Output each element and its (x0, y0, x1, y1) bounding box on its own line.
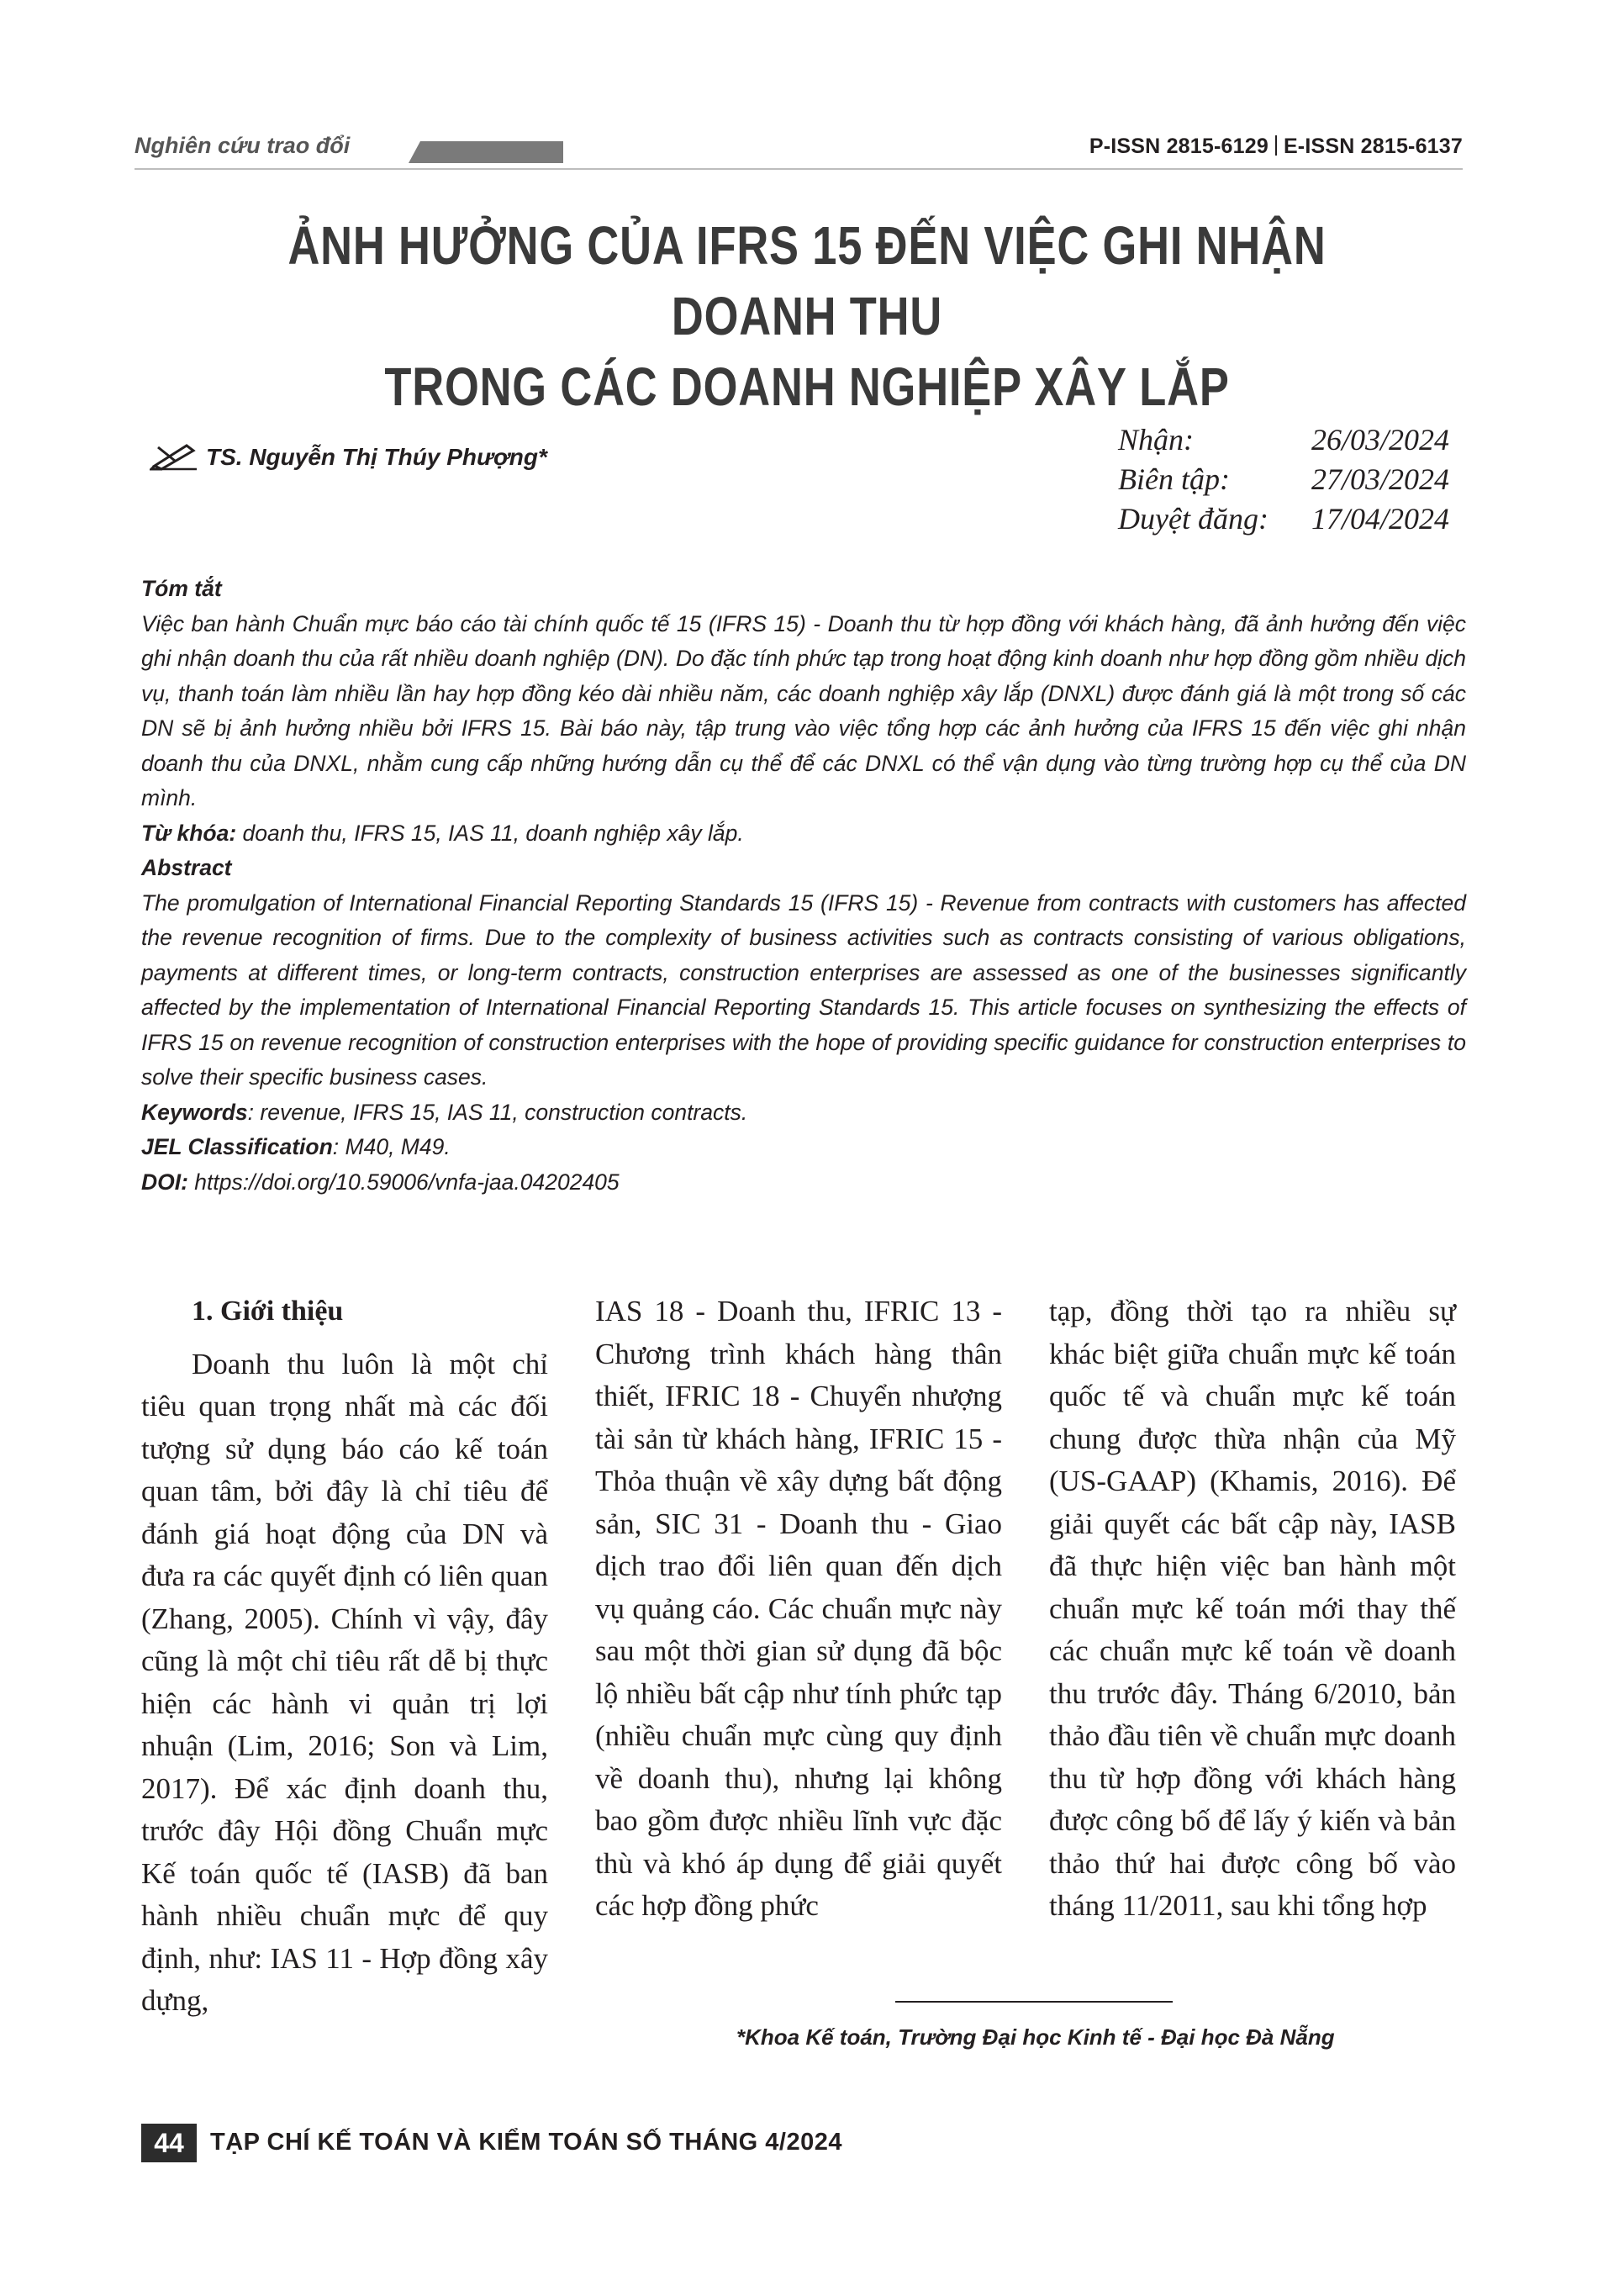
keywords-en: Keywords: revenue, IFRS 15, IAS 11, construction contracts. (141, 1099, 748, 1125)
abstract-en-heading: Abstract (141, 855, 232, 880)
submission-dates (1118, 420, 1449, 539)
abstract-vi-heading: Tóm tắt (141, 576, 222, 601)
abstract-en-text: The promulgation of International Financial Reporting Standards 15 (IFRS 15) - Revenue from contracts with customers has affected the revenue recognition of firms. Due to the complexity of business activities such as contracts consisting of various obligations, payments at different times, or long-term contracts, construction enterprises are assessed as one of the businesses significantly affected by the implementation of International Financial Reporting Standards 15. This article focuses on synthesizing the effects of IFRS 15 on revenue recognition of construction enterprises with the hope of providing specific guidance for construction enterprises to solve their specific business cases. (141, 889, 1466, 1090)
date-accepted: Duyệt đăng: 17/04/2024 (1118, 502, 1450, 536)
pen-icon (150, 437, 200, 471)
body-column-2 (595, 1291, 1002, 1928)
body-paragraph: tạp, đồng thời tạo ra nhiều sự khác biệt giữa chuẩn mực kế toán quốc tế và chuẩn mực kế toán chung được thừa nhận của Mỹ (US-GAAP) (Khamis, 2016). Để giải quyết các bất cập này, IASB đã thực hiện việc ban hành một chuẩn mực kế toán mới thay thế các chuẩn mực kế toán về doanh thu trước đây. Tháng 6/2010, bản thảo đầu tiên về chuẩn mực doanh thu từ hợp đồng với khách hàng được công bố để lấy ý kiến và bản thảo thứ hai được công bố vào tháng 11/2011, sau khi tổng hợp (1049, 1295, 1456, 1922)
issn-info (1089, 135, 1463, 159)
body-paragraph: IAS 18 - Doanh thu, IFRIC 13 - Chương trình khách hàng thân thiết, IFRIC 18 - Chuyển nhượng tài sản từ khách hàng, IFRIC 15 - Thỏa thuận về xây dựng bất động sản, SIC 31 - Doanh thu - Giao dịch trao đổi liên quan đến dịch vụ quảng cáo. Các chuẩn mực này sau một thời gian sử dụng đã bộc lộ nhiều bất cập như tính phức tạp (nhiều chuẩn mực cùng quy định về doanh thu), nhưng lại không bao gồm được nhiều lĩnh vực đặc thù và khó áp dụng để giải quyết các hợp đồng phức (595, 1295, 1002, 1922)
doi-link[interactable]: https://doi.org/10.59006/vnfa-jaa.04202405 (187, 1169, 620, 1195)
eissn: E-ISSN 2815-6137 (1283, 135, 1463, 158)
date-edited: Biên tập: 27/03/2024 (1118, 462, 1450, 496)
title-line-1: ẢNH HƯỞNG CỦA IFRS 15 ĐẾN VIỆC GHI NHẬN DOANH THU (287, 215, 1327, 346)
issn-divider (1275, 135, 1277, 156)
header-rule (134, 168, 1463, 170)
author-name: TS. Nguyễn Thị Thúy Phượng* (206, 444, 547, 470)
jel-classification: JEL Classification: M40, M49. (141, 1134, 451, 1159)
section-tag-bar (409, 141, 563, 163)
keywords-vi: Từ khóa: doanh thu, IFRS 15, IAS 11, doanh nghiệp xây lắp. (141, 820, 744, 846)
body-paragraph: Doanh thu luôn là một chỉ tiêu quan trọng nhất mà các đối tượng sử dụng báo cáo kế toán quan tâm, bởi đây là chỉ tiêu để đánh giá hoạt động của DN và đưa ra các quyết định có liên quan (Zhang, 2005). Chính vì vậy, đây cũng là một chỉ tiêu rất dễ bị thực hiện các hành vi quản trị lợi nhuận (Lim, 2016; Son và Lim, 2017). Để xác định doanh thu, trước đây Hội đồng Chuẩn mực Kế toán quốc tế (IASB) đã ban hành nhiều chuẩn mực để quy định, như: IAS 11 - Hợp đồng xây dựng, (141, 1347, 548, 2017)
abstract-vi-text: Việc ban hành Chuẩn mực báo cáo tài chính quốc tế 15 (IFRS 15) - Doanh thu từ hợp đồng với khách hàng, đã ảnh hưởng đến việc ghi nhận doanh thu của rất nhiều doanh nghiệp (DN). Do đặc tính phức tạp trong hoạt động kinh doanh như hợp đồng gồm nhiều dịch vụ, thanh toán làm nhiều lần hay hợp đồng kéo dài nhiều năm, các doanh nghiệp xây lắp (DNXL) được đánh giá là một trong số các DN sẽ bị ảnh hưởng nhiều bởi IFRS 15. Bài báo này, tập trung vào việc tổng hợp các ảnh hưởng của IFRS 15 đến việc ghi nhận doanh thu của DNXL, nhằm cung cấp những hướng dẫn cụ thể để các DNXL có thể vận dụng vào từng trường hợp cụ thể của DN mình. (141, 610, 1466, 810)
page-number: 44 (141, 2124, 197, 2162)
journal-name: TẠP CHÍ KẾ TOÁN VÀ KIỂM TOÁN SỐ THÁNG 4/2024 (210, 2129, 842, 2156)
title-line-2: TRONG CÁC DOANH NGHIỆP XÂY LẮP (384, 356, 1230, 417)
date-received: Nhận: 26/03/2024 (1118, 423, 1450, 457)
section-tag: Nghiên cứu trao đổi (134, 133, 351, 158)
doi: DOI: https://doi.org/10.59006/vnfa-jaa.04202405 (141, 1169, 620, 1195)
pissn: P-ISSN 2815-6129 (1089, 135, 1269, 158)
section-heading: 1. Giới thiệu (192, 1296, 344, 1327)
abstract-block (141, 572, 1466, 1200)
article-title (249, 210, 1365, 422)
body-column-3 (1049, 1291, 1456, 1928)
footnote-rule (895, 2001, 1173, 2003)
author-affiliation: *Khoa Kế toán, Trường Đại học Kinh tế - Đại học Đà Nẵng (736, 2024, 1335, 2050)
body-column-1 (141, 1291, 548, 2023)
